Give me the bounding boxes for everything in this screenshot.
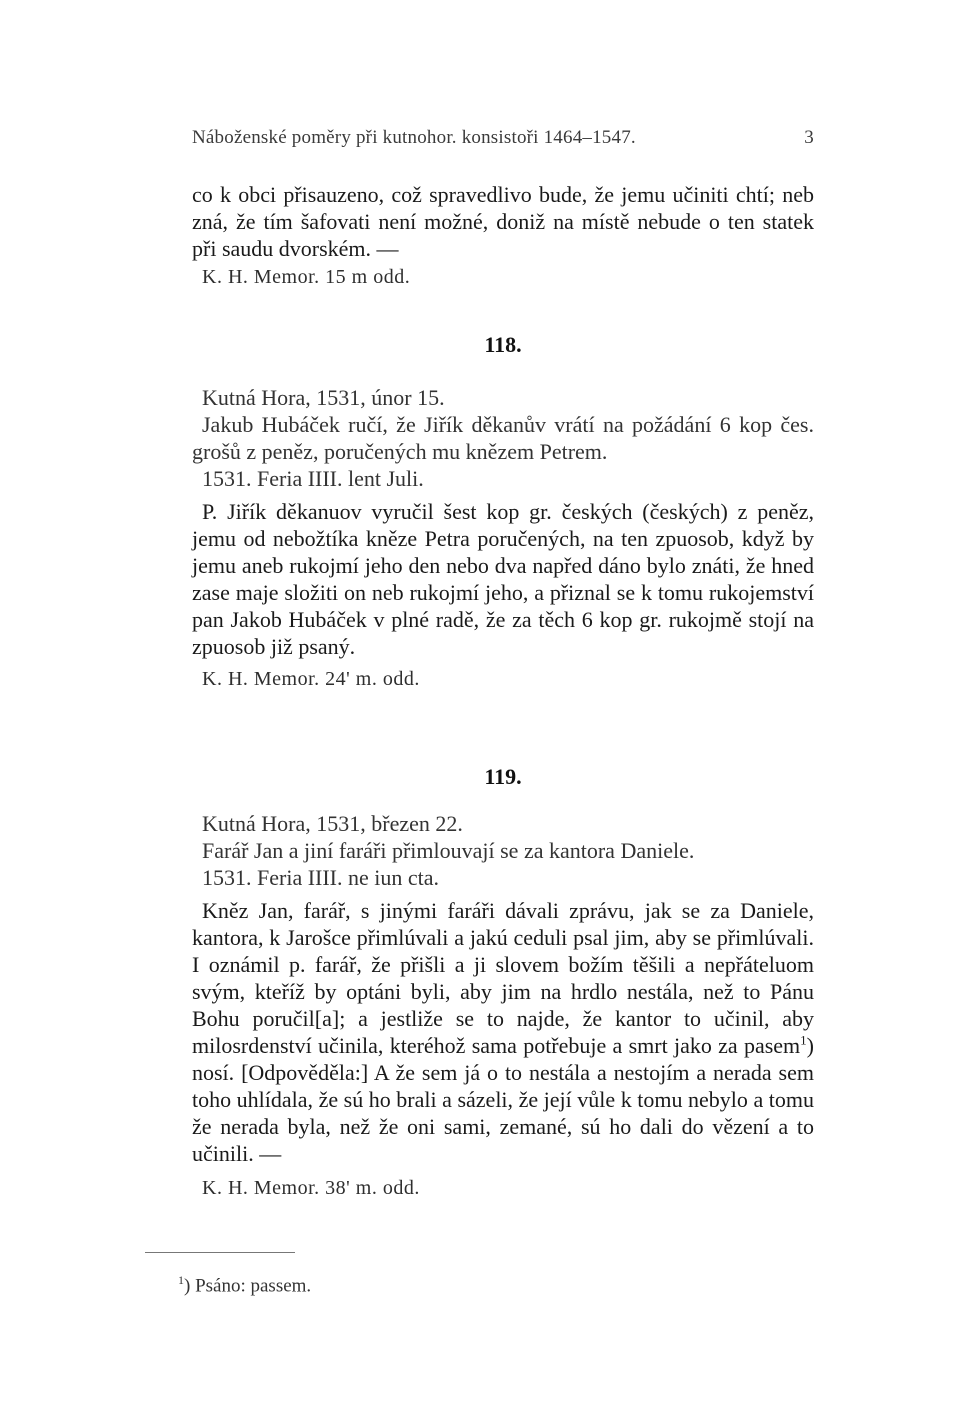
entry-body-before-footnote: Kněz Jan, farář, s jinými faráři dávali zprávu, jak se za Daniele, kantora, k Jarošce přimlúvali a jakú ceduli psal jim, aby se přimlúvali. I oznámil p. farář, že přišli a ji slovem božím těšili a nepřáteluom svým, kteříž by optáni byli, aby jim na hrdlo nestála, než to Pánu Bohu poručil[a]; a jestliže se to najde, že kantor to učinil, aby milosrdenství učinila, kteréhož sama potřebuje a smrt jako za pasem — [192, 898, 814, 1058]
entry-place-date: Kutná Hora, 1531, únor 15. — [202, 385, 445, 410]
entry-number: 119. — [484, 764, 522, 789]
continuation-block — [192, 181, 814, 290]
footnote — [178, 1268, 311, 1298]
entry-date-line: 1531. Feria IIII. ne iun cta. — [202, 865, 440, 890]
continuation-source: K. H. Memor. 15 m odd. — [202, 266, 411, 288]
entry-118 — [192, 332, 814, 692]
running-title: Náboženské poměry při kutnohor. konsistoři 1464–1547. — [192, 127, 636, 148]
entry-body-after-footnote: ) nosí. [Odpověděla:] A že sem já o to nestála a nestojím a nerada sem toho uhlídala, že sú ho brali a sázeli, že její vůle k tomu nebylo a tomu že nerada byla, než že oni sami, zemané, sú ho dali do vězení a to učinili. — — [192, 1033, 814, 1166]
entry-regest: Farář Jan a jiní faráři přimlouvají se za kantora Daniele. — [202, 838, 695, 863]
entry-body: P. Jiřík děkanuov vyručil šest kop gr. českých (českých) z peněz, jemu od nebožtíka kněze Petra poručených, na ten zpuosob, když by jemu aneb rukojmí jeho den nebo dva napřed dáno bylo znáti, že hned zase maje složiti on neb rukojmí jeho, a přiznal se k tomu rukojemství pan Jakob Hubáček v plné radě, že za těch 6 kop gr. rukojmě stojí na zpuosob již psaný. — [192, 499, 814, 659]
footnote-text: ) Psáno: passem. — [184, 1275, 312, 1297]
footnote-mark: 1 — [178, 1273, 184, 1287]
entry-source: K. H. Memor. 24' m. odd. — [202, 668, 420, 690]
entry-source: K. H. Memor. 38' m. odd. — [202, 1177, 420, 1199]
entry-119 — [192, 764, 814, 1201]
entry-place-date: Kutná Hora, 1531, březen 22. — [202, 811, 463, 836]
footnote-divider — [145, 1252, 295, 1253]
entry-number: 118. — [484, 332, 522, 357]
footnote-reference: 1 — [800, 1032, 807, 1048]
page-number: 3 — [804, 127, 814, 148]
continuation-text: co k obci přisauzeno, což spravedlivo bude, že jemu učiniti chtí; neb zná, že tím šafovati není možné, doniž na místě nebude o ten statek při saudu dvorském. — — [192, 182, 814, 261]
entry-regest: Jakub Hubáček ručí, že Jiřík děkanův vrátí na požádání 6 kop čes. grošů z peněz, poručených mu knězem Petrem. — [192, 412, 814, 464]
entry-date-line: 1531. Feria IIII. lent Juli. — [202, 466, 424, 491]
entry-body — [192, 897, 814, 1167]
